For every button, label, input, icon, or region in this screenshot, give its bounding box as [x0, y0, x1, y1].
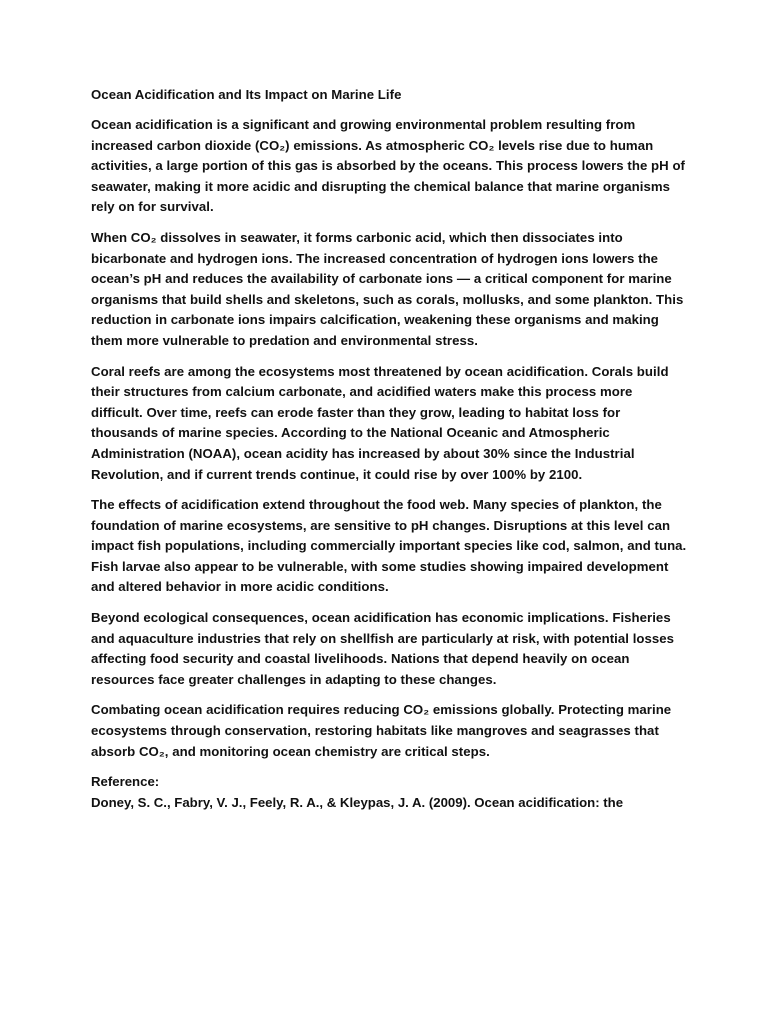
paragraph-solutions: Combating ocean acidification requires reducing CO₂ emissions globally. Protecting marine ecosystems through conservation, restoring habitats like mangroves and seagrasses that absorb CO₂, and monitoring ocean chemistry are critical steps. [91, 702, 672, 759]
document-title: Ocean Acidification and Its Impact on Marine Life [91, 87, 402, 102]
document-page [91, 86, 687, 813]
paragraph-chemistry: When CO₂ dissolves in seawater, it forms carbonic acid, which then dissociates into bicarbonate and hydrogen ions. The increased concentration of hydrogen ions lowers the ocean’s pH and reduces the availability of carbonate ions — a critical component for marine organisms that build shells and skeletons, such as corals, mollusks, and some plankton. This reduction in carbonate ions impairs calcification, weakening these organisms and making them more vulnerable to predation and environmental stress. [91, 229, 684, 348]
reference-heading: Reference: [91, 774, 160, 790]
paragraph-coral-reefs: Coral reefs are among the ecosystems most threatened by ocean acidification. Corals build their structures from calcium carbonate, and acidified waters make this process more difficult. Over time, reefs can erode faster than they grow, leading to habitat loss for thousands of marine species. According to the National Oceanic and Atmospheric Administration (NOAA), ocean acidity has increased by about 30% since the Industrial Revolution, and if current trends continue, it could rise by over 100% by 2100. [91, 363, 669, 482]
paragraph-food-web: The effects of acidification extend throughout the food web. Many species of plankton, the foundation of marine ecosystems, are sensitive to pH changes. Disruptions at this level can impact fish populations, including commercially important species like cod, salmon, and tuna. Fish larvae also appear to be vulnerable, with some studies showing impaired development and altered behavior in more acidic conditions. [91, 497, 687, 595]
paragraph-economics: Beyond ecological consequences, ocean acidification has economic implications. Fisheries and aquaculture industries that rely on shellfish are particularly at risk, with potential losses affecting food security and coastal livelihoods. Nations that depend heavily on ocean resources face greater challenges in adapting to these changes. [91, 610, 675, 687]
reference-text: Doney, S. C., Fabry, V. J., Feely, R. A., & Kleypas, J. A. (2009). Ocean acidification: the [91, 794, 624, 810]
paragraph-intro: Ocean acidification is a significant and growing environmental problem resulting from increased carbon dioxide (CO₂) emissions. As atmospheric CO₂ levels rise due to human activities, a large portion of this gas is absorbed by the oceans. This process lowers the pH of seawater, making it more acidic and disrupting the chemical balance that marine organisms rely on for survival. [91, 117, 685, 215]
